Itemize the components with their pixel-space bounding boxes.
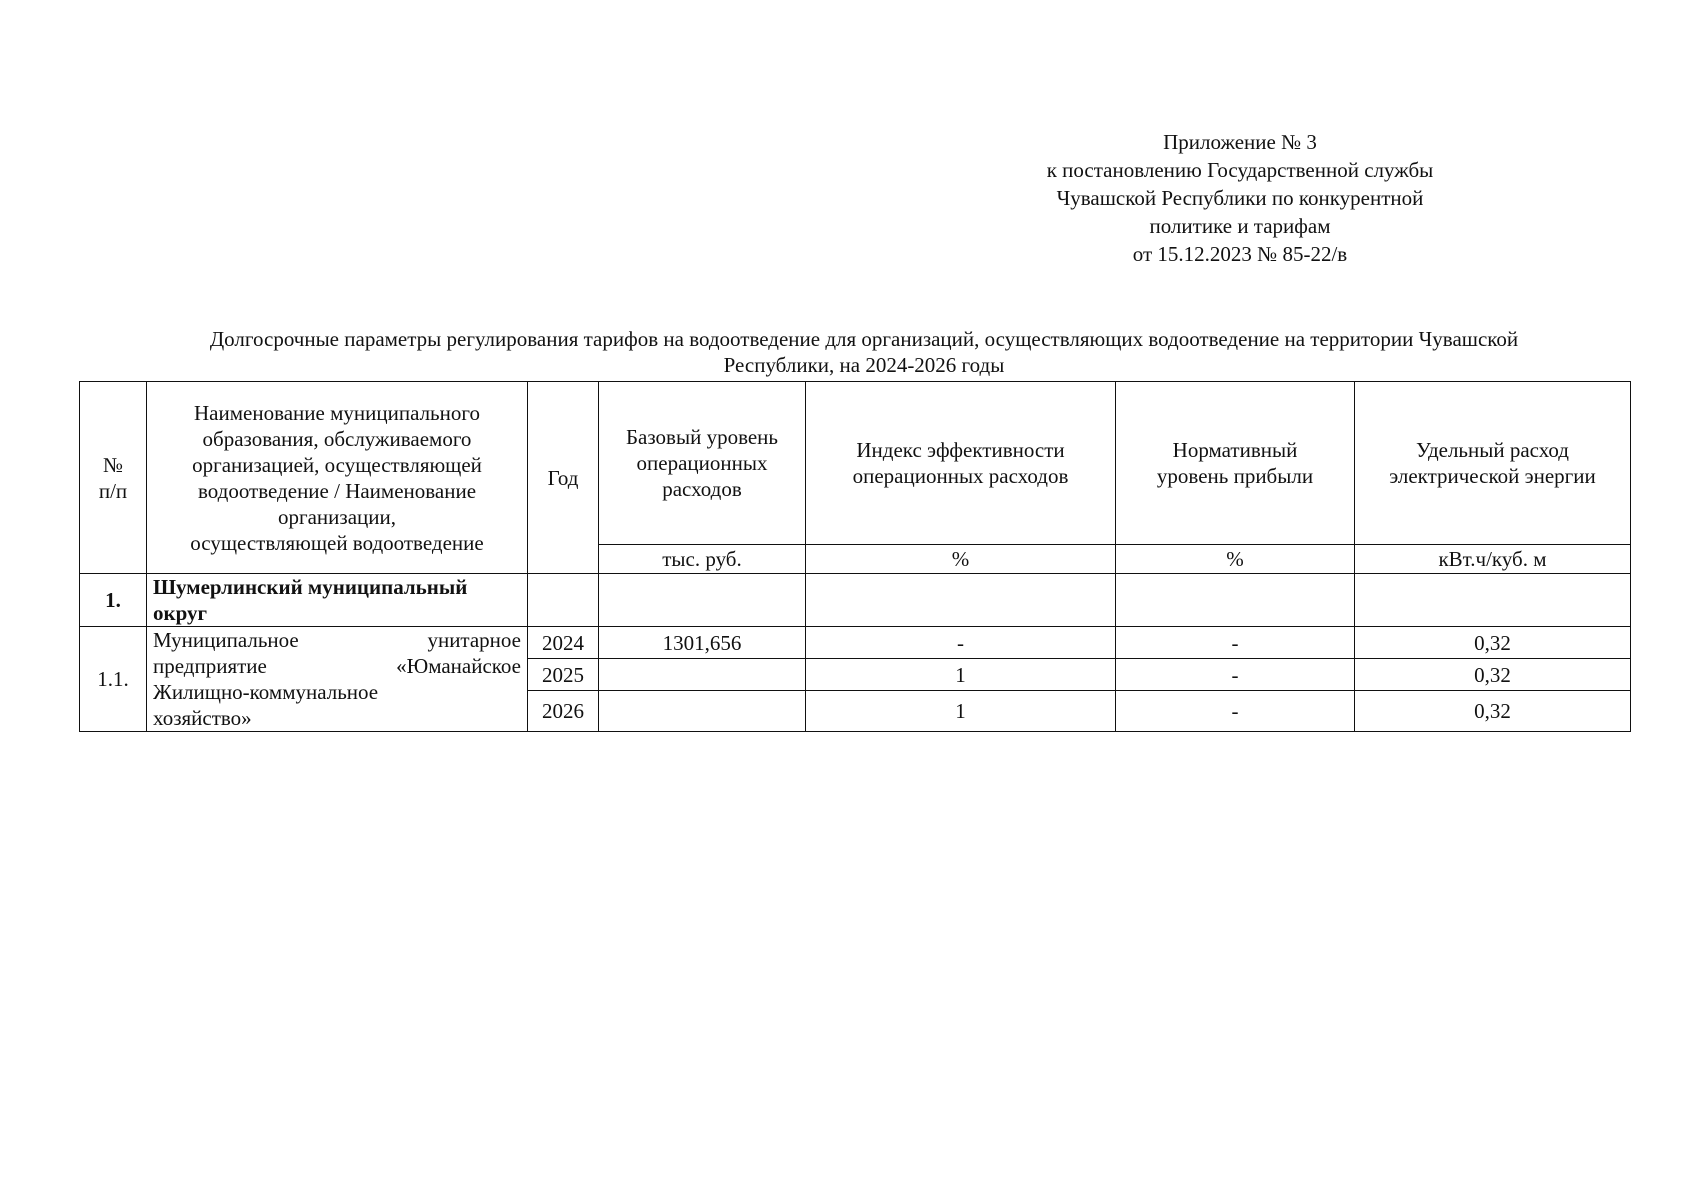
- appendix-line: к постановлению Государственной службы: [1046, 158, 1434, 182]
- header-energy: Удельный расход электрической энергии: [1355, 382, 1631, 545]
- cell-efficiency-index: 1: [806, 691, 1116, 732]
- appendix-line: политике и тарифам: [1149, 214, 1331, 238]
- cell-year: 2025: [528, 659, 599, 691]
- cell-energy: 0,32: [1355, 627, 1631, 659]
- document-title: [84, 326, 1644, 378]
- section-empty: [806, 574, 1116, 627]
- section-empty: [528, 574, 599, 627]
- appendix-line: Приложение № 3: [1163, 130, 1317, 154]
- unit-energy: кВт.ч/куб. м: [1355, 545, 1631, 574]
- header-efficiency-index: Индекс эффективности операционных расходов: [806, 382, 1116, 545]
- appendix-block: [1000, 128, 1480, 268]
- cell-efficiency-index: 1: [806, 659, 1116, 691]
- appendix-line: Чувашской Республики по конкурентной: [1056, 186, 1424, 210]
- tariff-parameters-table: [79, 381, 1631, 732]
- section-row: [80, 574, 1631, 627]
- table-row: [80, 627, 1631, 659]
- org-num: 1.1.: [80, 627, 147, 732]
- cell-efficiency-index: -: [806, 627, 1116, 659]
- title-line-1: Долгосрочные параметры регулирования тарифов на водоотведение для организаций, осуществляющих водоотведение на территории Чувашской: [209, 327, 1519, 351]
- appendix-line: от 15.12.2023 № 85-22/в: [1132, 242, 1348, 266]
- cell-energy: 0,32: [1355, 659, 1631, 691]
- cell-base-level: 1301,656: [599, 627, 806, 659]
- org-name: Муниципальное унитарное предприятие «Юманайское Жилищно-коммунальное хозяйство»: [147, 627, 528, 732]
- title-line-2: Республики, на 2024-2026 годы: [723, 353, 1005, 377]
- cell-year: 2024: [528, 627, 599, 659]
- cell-profit-level: -: [1116, 691, 1355, 732]
- cell-base-level: [599, 659, 806, 691]
- header-profit-level: Нормативный уровень прибыли: [1116, 382, 1355, 545]
- header-num: № п/п: [80, 382, 147, 574]
- header-year: Год: [528, 382, 599, 574]
- unit-efficiency-index: %: [806, 545, 1116, 574]
- cell-profit-level: -: [1116, 627, 1355, 659]
- header-name: Наименование муниципального образования, обслуживаемого организацией, осуществляющей водоотведение / Наименование организации, осуществляющей водоотведение: [147, 382, 528, 574]
- cell-profit-level: -: [1116, 659, 1355, 691]
- header-base-level: Базовый уровень операционных расходов: [599, 382, 806, 545]
- unit-base-level: тыс. руб.: [599, 545, 806, 574]
- section-empty: [1116, 574, 1355, 627]
- cell-energy: 0,32: [1355, 691, 1631, 732]
- unit-profit-level: %: [1116, 545, 1355, 574]
- section-num: 1.: [80, 574, 147, 627]
- section-empty: [1355, 574, 1631, 627]
- header-row: [80, 382, 1631, 545]
- cell-base-level: [599, 691, 806, 732]
- cell-year: 2026: [528, 691, 599, 732]
- section-name: Шумерлинский муниципальный округ: [147, 574, 528, 627]
- section-empty: [599, 574, 806, 627]
